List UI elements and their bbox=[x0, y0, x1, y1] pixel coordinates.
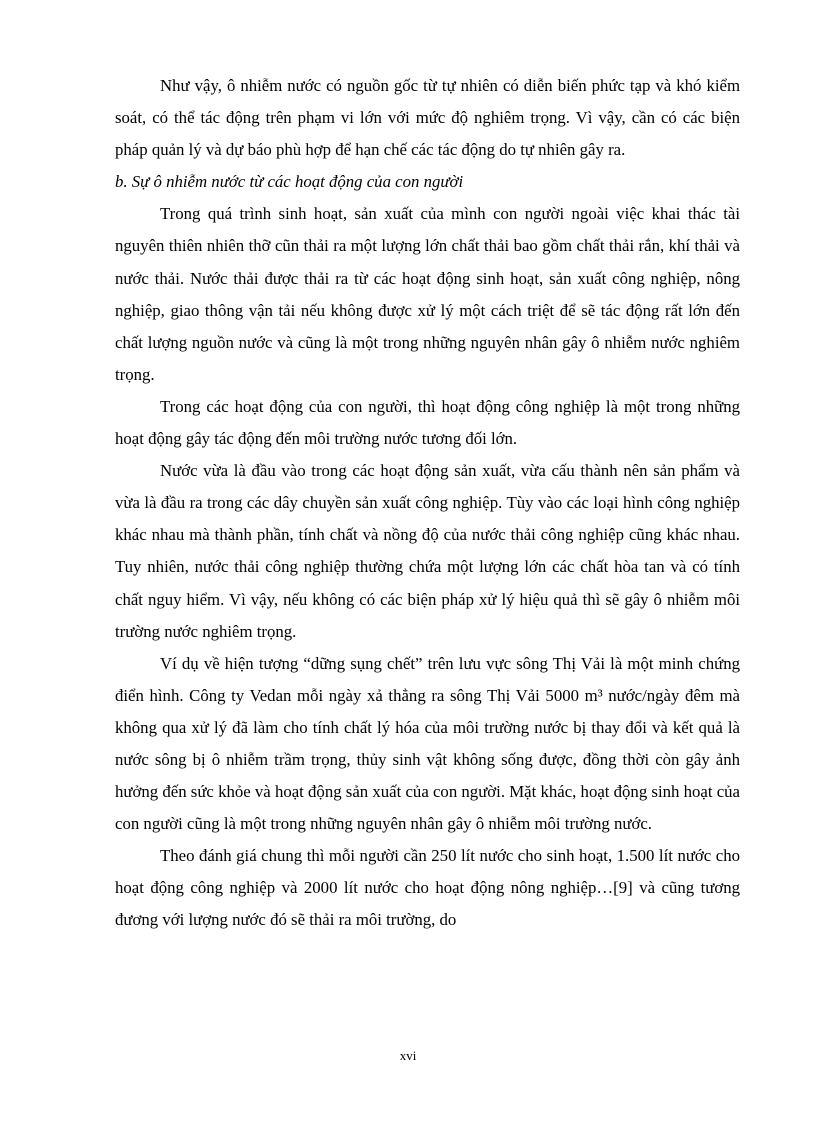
paragraph-industrial-wastewater: Nước vừa là đầu vào trong các hoạt động sản xuất, vừa cấu thành nên sản phẩm và vừa là đầu ra trong các dây chuyền sản xuất công nghiệp. Tùy vào các loại hình công nghiệp khác nhau mà thành phần, tính chất và nồng độ của nước thải công nghiệp cũng khác nhau. Tuy nhiên, nước thải công nghiệp thường chứa một lượng lớn các chất hòa tan và có tính chất nguy hiểm. Vì vậy, nếu không có các biện pháp xử lý hiệu quả thì sẽ gây ô nhiễm môi trường nước nghiêm trọng. bbox=[115, 461, 740, 641]
paragraph-industrial-activities: Trong các hoạt động của con người, thì hoạt động công nghiệp là một trong những hoạt động gây tác động đến môi trường nước tương đối lớn. bbox=[115, 396, 740, 449]
section-heading-human-pollution: b. Sự ô nhiễm nước từ các hoạt động của con người bbox=[115, 172, 464, 192]
paragraph-human-activities: Trong quá trình sinh hoạt, sản xuất của mình con người ngoài việc khai thác tài nguyên thiên nhiên thỡ cũn thải ra một lượng lớn chất thải bao gồm chất thải rắn, khí thải và nước thải. Nước thải được thải ra từ các hoạt động sinh hoạt, sản xuất công nghiệp, nông nghiệp, giao thông vận tải nếu không được xử lý một cách triệt để sẽ tác động rất lớn đến chất lượng nguồn nước và cũng là một trong những nguyên nhân gây ô nhiễm nước nghiêm trọng. bbox=[115, 204, 740, 384]
paragraph-natural-pollution: Như vậy, ô nhiễm nước có nguồn gốc từ tự nhiên có diễn biến phức tạp và khó kiểm soát, có thể tác động trên phạm vi lớn với mức độ nghiêm trọng. Vì vậy, cần có các biện pháp quản lý và dự báo phù hợp để hạn chế các tác động do tự nhiên gây ra. bbox=[115, 76, 740, 160]
paragraph-water-consumption: Theo đánh giá chung thì mỗi người cần 250 lít nước cho sinh hoạt, 1.500 lít nước cho hoạt động công nghiệp và 2000 lít nước cho hoạt động nông nghiệp…[9] và cũng tương đương với lượng nước đó sẽ thải ra môi trường, do bbox=[115, 846, 740, 930]
page-number: xvi bbox=[399, 1048, 417, 1063]
paragraph-thi-vai-example: Ví dụ về hiện tượng “dững sụng chết” trên lưu vực sông Thị Vải là một minh chứng điển hình. Công ty Vedan mỗi ngày xả thẳng ra sông Thị Vải 5000 m³ nước/ngày đêm mà không qua xử lý đã làm cho tính chất lý hóa của môi trường nước bị thay đổi và kết quả là nước sông bị ô nhiễm trầm trọng, thủy sinh vật không sống được, đồng thời còn gây ảnh hưởng đến sức khỏe và hoạt động sản xuất của con người. Mặt khác, hoạt động sinh hoạt của con người cũng là một trong những nguyên nhân gây ô nhiễm môi trường nước. bbox=[115, 653, 740, 834]
document-body bbox=[115, 70, 740, 937]
